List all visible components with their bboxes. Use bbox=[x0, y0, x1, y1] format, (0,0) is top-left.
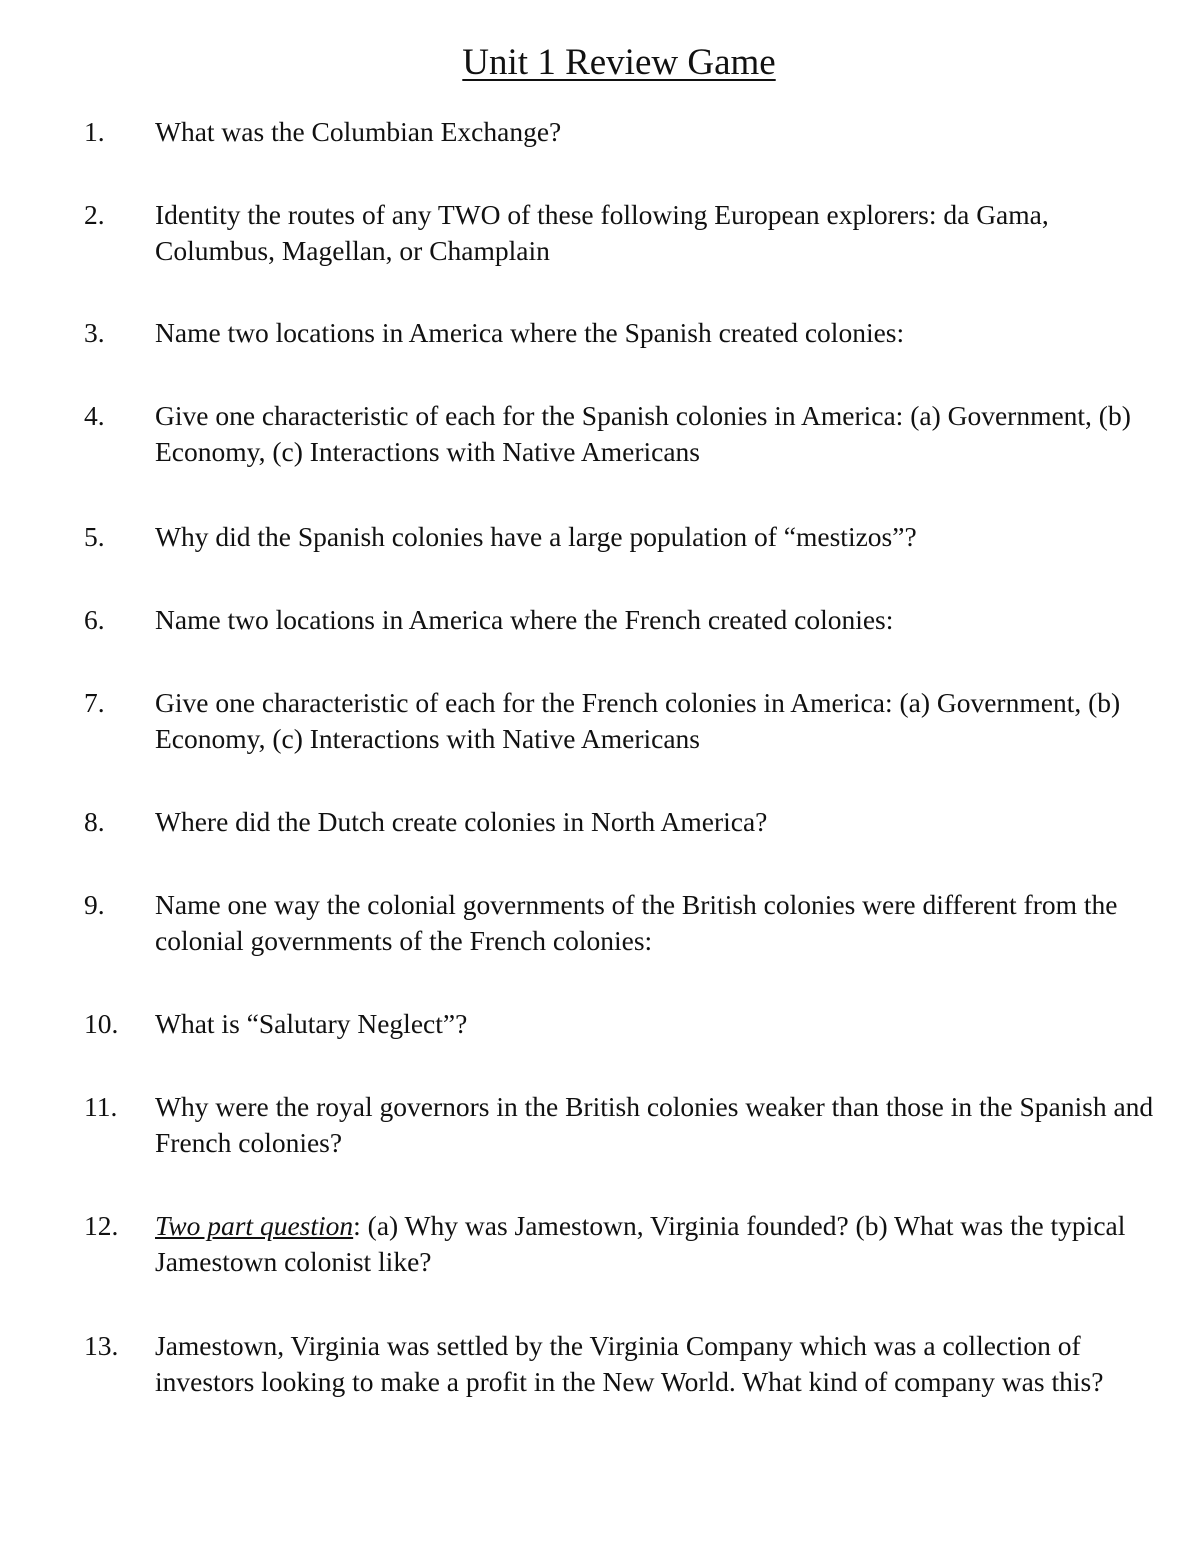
question-text: Jamestown, Virginia was settled by the Virginia Company which was a collection of investors looking to make a profit in the New World. What kind of company was this? bbox=[155, 1330, 1104, 1397]
question-number: 1. bbox=[84, 116, 105, 147]
question-number: 6. bbox=[84, 604, 105, 635]
question-text: Give one characteristic of each for the Spanish colonies in America: (a) Government, (b) Economy, (c) Interactions with Native Americans bbox=[155, 400, 1131, 467]
question-text: Name two locations in America where the Spanish created colonies: bbox=[155, 317, 905, 348]
question-number: 9. bbox=[84, 889, 105, 920]
question-number: 5. bbox=[84, 521, 105, 552]
question-text: Why did the Spanish colonies have a large population of “mestizos”? bbox=[155, 521, 917, 552]
question-text: Where did the Dutch create colonies in North America? bbox=[155, 806, 768, 837]
question-text: What is “Salutary Neglect”? bbox=[155, 1008, 468, 1039]
question-body: : (a) Why was Jamestown, Virginia founded? (b) What was the typical Jamestown colonist like? bbox=[155, 1210, 1126, 1277]
question-text bbox=[155, 1208, 1155, 1280]
question-number: 2. bbox=[84, 199, 105, 230]
question-number: 11. bbox=[84, 1091, 118, 1122]
question-text: Why were the royal governors in the British colonies weaker than those in the Spanish and French colonies? bbox=[155, 1091, 1154, 1158]
question-number: 8. bbox=[84, 806, 105, 837]
question-number: 13. bbox=[84, 1330, 119, 1361]
question-text: What was the Columbian Exchange? bbox=[155, 116, 562, 147]
question-text: Identity the routes of any TWO of these following European explorers: da Gama, Columbus, Magellan, or Champlain bbox=[155, 199, 1049, 266]
question-number: 3. bbox=[84, 317, 105, 348]
question-text: Name two locations in America where the French created colonies: bbox=[155, 604, 894, 635]
question-number: 10. bbox=[84, 1008, 119, 1039]
question-number: 4. bbox=[84, 400, 105, 431]
page-title: Unit 1 Review Game bbox=[462, 42, 776, 83]
question-text: Give one characteristic of each for the French colonies in America: (a) Government, (b) Economy, (c) Interactions with Native Americans bbox=[155, 687, 1121, 754]
question-number: 12. bbox=[84, 1210, 119, 1241]
question-number: 7. bbox=[84, 687, 105, 718]
question-text: Name one way the colonial governments of the British colonies were different from the colonial governments of the French colonies: bbox=[155, 889, 1118, 956]
question-lead: Two part question bbox=[155, 1210, 354, 1241]
